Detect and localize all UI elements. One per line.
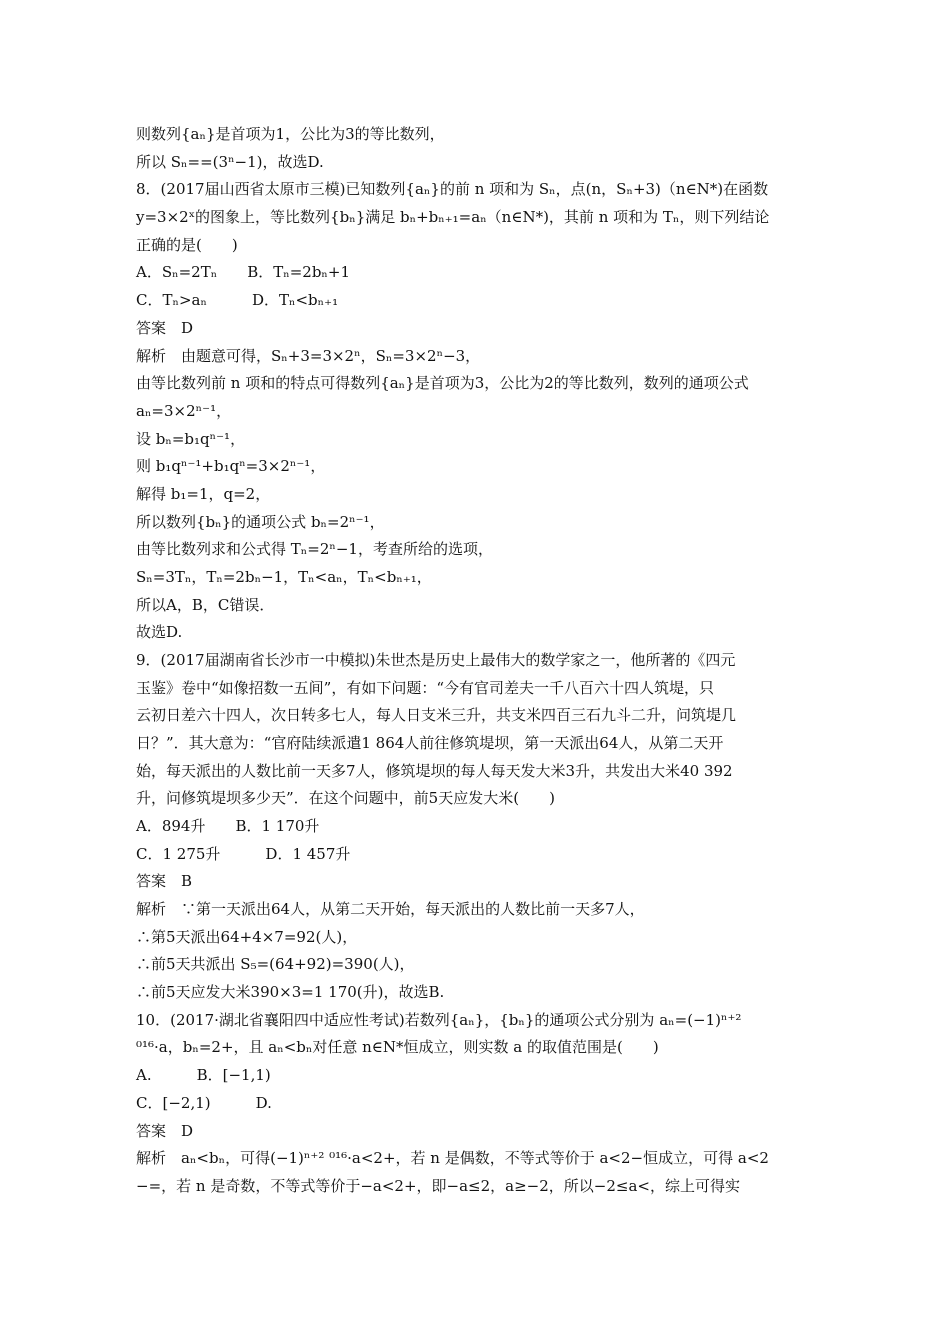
text-line: 解析 由题意可得，Sₙ+3=3×2ⁿ，Sₙ=3×2ⁿ−3， — [136, 347, 481, 365]
text-line: Sₙ=3Tₙ，Tₙ=2bₙ−1，Tₙ<aₙ，Tₙ<bₙ₊₁， — [136, 568, 432, 586]
text-line: 由等比数列求和公式得 Tₙ=2ⁿ−1，考查所给的选项， — [136, 540, 493, 558]
text-line: aₙ=3×2ⁿ⁻¹， — [136, 402, 232, 420]
text-line: 故选D. — [136, 623, 183, 641]
text-line: 8．(2017届山西省太原市三模)已知数列{aₙ}的前 n 项和为 Sₙ，点(n，Sₙ+3)（n∈N*)在函数 — [136, 180, 769, 198]
text-line: 解析 ∵第一天派出64人，从第二天开始，每天派出的人数比前一天多7人， — [136, 900, 645, 918]
text-line: ∴前5天应发大米390×3=1 170(升)，故选B. — [136, 983, 445, 1001]
text-line: 答案 B — [136, 872, 193, 890]
text-line: A．894升 B．1 170升 — [136, 817, 320, 835]
text-line: 由等比数列前 n 项和的特点可得数列{aₙ}是首项为3，公比为2的等比数列，数列的通项公式 — [136, 374, 749, 392]
text-line: A. B．[−1,1) — [136, 1066, 271, 1084]
text-line: 正确的是( ) — [136, 236, 238, 254]
text-line: 日？”．其大意为：“官府陆续派遣1 864人前往修筑堤坝，第一天派出64人，从第二天开 — [136, 734, 724, 752]
text-line: C．1 275升 D．1 457升 — [136, 845, 351, 863]
text-line: C．[−2,1) D. — [136, 1094, 272, 1112]
text-line: A．Sₙ=2Tₙ B．Tₙ=2bₙ+1 — [136, 263, 351, 281]
text-line: 设 bₙ=b₁qⁿ⁻¹， — [136, 430, 246, 448]
text-line: 9．(2017届湖南省长沙市一中模拟)朱世杰是历史上最伟大的数学家之一，他所著的《四元 — [136, 651, 736, 669]
text-line: ∴前5天共派出 S₅=(64+92)=390(人)， — [136, 955, 415, 973]
text-line: 答案 D — [136, 319, 194, 337]
text-line: 所以 Sₙ==(3ⁿ−1)，故选D. — [136, 153, 324, 171]
text-line: 始，每天派出的人数比前一天多7人，修筑堤坝的每人每天发大米3升，共发出大米40 392 — [136, 762, 733, 780]
text-line: ∴第5天派出64+4×7=92(人)， — [136, 928, 358, 946]
text-line: −=，若 n 是奇数，不等式等价于−a<2+，即−a≤2，a≥−2，所以−2≤a<，综上可得实 — [136, 1177, 740, 1195]
text-line: 玉鉴》卷中“如像招数一五间”，有如下问题：“今有官司差夫一千八百六十四人筑堤，只 — [136, 679, 715, 697]
text-line: 10．(2017·湖北省襄阳四中适应性考试)若数列{aₙ}，{bₙ}的通项公式分别为 aₙ=(−1)ⁿ⁺² — [136, 1011, 742, 1029]
text-line: 解析 aₙ<bₙ，可得(−1)ⁿ⁺² ⁰¹⁶·a<2+，若 n 是偶数，不等式等价于 a<2−恒成立，可得 a<2 — [136, 1149, 769, 1167]
text-line: 云初日差六十四人，次日转多七人，每人日支米三升，共支米四百三石九斗二升，问筑堤几 — [136, 706, 737, 724]
text-line: y=3×2ˣ的图象上，等比数列{bₙ}满足 bₙ+bₙ₊₁=aₙ（n∈N*)，其前 n 项和为 Tₙ，则下列结论 — [136, 208, 770, 226]
text-line: 答案 D — [136, 1122, 194, 1140]
text-line: 升，问修筑堤坝多少天”．在这个问题中，前5天应发大米( ) — [136, 789, 555, 807]
text-line: C．Tₙ>aₙ D．Tₙ<bₙ₊₁ — [136, 291, 339, 309]
text-line: 则数列{aₙ}是首项为1，公比为3的等比数列， — [136, 125, 445, 143]
text-line: 则 b₁qⁿ⁻¹+b₁qⁿ=3×2ⁿ⁻¹， — [136, 457, 326, 475]
text-line: 所以数列{bₙ}的通项公式 bₙ=2ⁿ⁻¹， — [136, 513, 385, 531]
text-line: ⁰¹⁶·a，bₙ=2+，且 aₙ<bₙ对任意 n∈N*恒成立，则实数 a 的取值范围是( ) — [136, 1038, 659, 1056]
text-line: 所以A，B，C错误． — [136, 596, 275, 614]
text-line: 解得 b₁=1，q=2， — [136, 485, 271, 503]
